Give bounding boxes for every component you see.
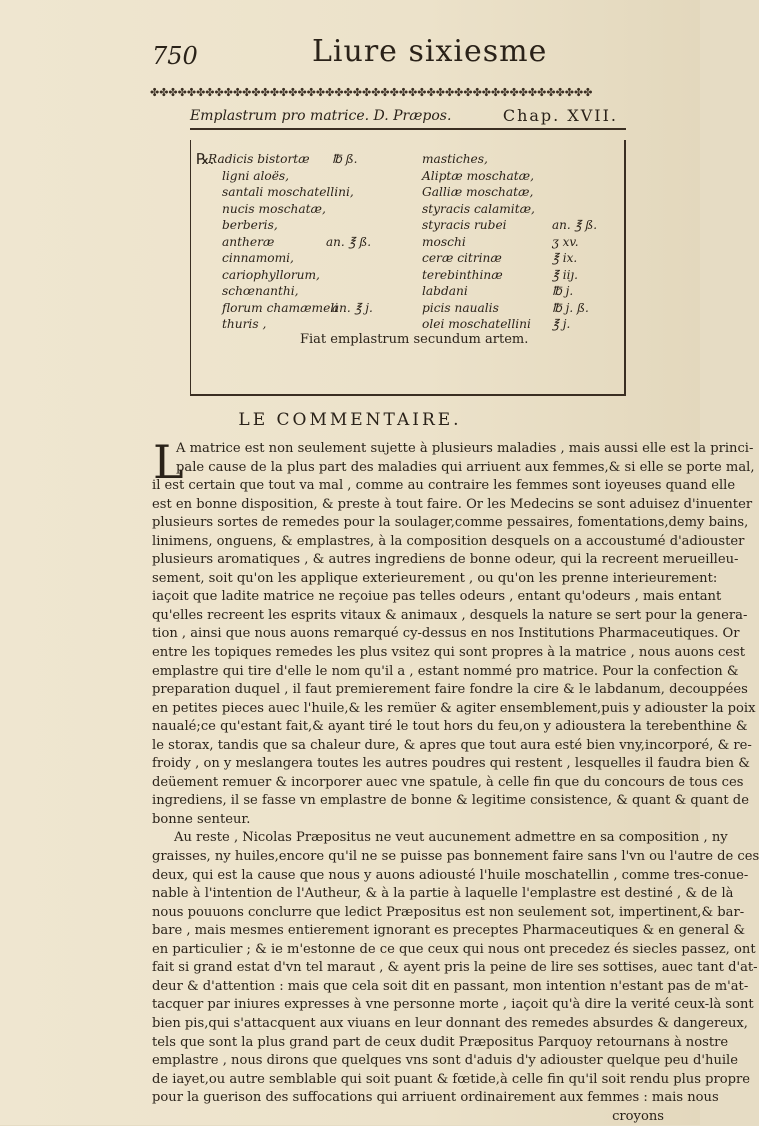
text-line: en petites pieces auec l'huile,& les remüer & agiter ensemblement,puis y adiouster la poix: [152, 700, 756, 716]
ingredient-quantity: an. ℥ j.: [332, 300, 373, 315]
text-line: emplastre qui tire d'elle le nom qu'il a , estant nommé pro matrice. Pour la confection &: [152, 663, 739, 679]
ingredient-quantity: ℥ ix.: [552, 251, 578, 265]
ingredient-quantity: ℔ ß.: [332, 152, 358, 166]
ingredient-quantity: an. ℥ ß.: [326, 234, 372, 249]
text-line: est en bonne disposition, & preste à tout faire. Or les Medecins se sont aduisez d'inuenter: [152, 496, 753, 512]
text-line: bare , mais mesmes entierement ignorant es preceptes Pharmaceutiques & en general &: [152, 923, 745, 939]
ingredient: schœnanthi,: [222, 284, 299, 298]
commentary-text: [152, 435, 759, 1126]
ingredient: Radicis bistortæ: [208, 152, 310, 166]
text-line: deur & d'attention : mais que cela soit dit en passant, mon intention n'estant pas de m'at-: [152, 978, 749, 994]
ingredient-quantity: ʒ xv.: [552, 234, 579, 249]
ingredient: santali moschatellini,: [222, 185, 354, 199]
recipe-instruction: Fiat emplastrum secundum artem.: [300, 332, 529, 347]
ingredient: cariophyllorum,: [222, 267, 320, 282]
text-line: qu'elles recreent les esprits vitaux & animaux , desquels la nature se sert pour la genera-: [152, 607, 748, 623]
drop-capital: L: [153, 435, 184, 489]
commentary-title: LE COMMENTAIRE.: [238, 410, 462, 430]
ingredient: cinnamomi,: [222, 251, 294, 265]
recipe-symbol-icon: ℞.: [196, 150, 215, 168]
text-line: naualé;ce qu'estant fait,& ayant tiré le tout hors du feu,on y adioustera la terebenthine &: [152, 719, 748, 735]
text-line: deüement remuer & incorporer auec vne spatule, à celle fin que du concours de tous ces: [152, 774, 744, 790]
recipe-box-bottom-border: [190, 394, 626, 396]
chapter-heading: [190, 106, 626, 128]
text-line: nable à l'intention de l'Autheur, & à la partie à laquelle l'emplastre est destiné , & de là: [152, 886, 734, 902]
ornamental-rule: ✤✤✤✤✤✤✤✤✤✤✤✤✤✤✤✤✤✤✤✤✤✤✤✤✤✤✤✤✤✤✤✤✤✤✤✤✤✤✤✤✤✤✤✤✤✤✤✤: [150, 86, 593, 99]
text-line: sement, soit qu'on les applique exterieurement , ou qu'on les prenne interieurement:: [152, 570, 718, 586]
text-line: A matrice est non seulement sujette à plusieurs maladies , mais aussi elle est la princi-: [176, 441, 754, 456]
recipe-box-right-border: [624, 140, 626, 394]
text-line: bonne senteur.: [152, 811, 251, 827]
ingredient: antheræ: [222, 234, 275, 249]
ingredient: florum chamæmeli: [222, 300, 339, 315]
text-line: pale cause de la plus part des maladies qui arriuent aux femmes,& si elle se porte mal,: [176, 459, 755, 475]
ingredient: ceræ citrinæ: [422, 251, 502, 265]
ingredient: styracis rubei: [422, 218, 507, 232]
text-line: froidy , on y meslangera toutes les autres poudres qui restent , lesquelles il faudra bien &: [152, 756, 750, 772]
ingredient-quantity: ℥ iiȷ.: [552, 267, 578, 282]
text-line: emplastre , nous dirons que quelques vns sont d'aduis d'y adiouster quelque peu d'huile: [152, 1053, 738, 1069]
ingredient-quantity: an. ℥ ß.: [552, 218, 598, 232]
ingredient: labdani: [422, 284, 468, 298]
ingredient: berberis,: [222, 218, 278, 232]
ingredient: styracis calamitæ,: [422, 201, 535, 216]
recipe-table: [196, 151, 616, 385]
ingredient: ligni aloës,: [222, 168, 290, 183]
ingredient-quantity: ℔ j.: [552, 284, 574, 298]
text-line: deux, qui est la cause que nous y auons adiousté l'huile moschatellin , comme tres-conue-: [152, 867, 749, 883]
ingredient: picis naualis: [422, 300, 499, 315]
text-line: il est certain que tout va mal , comme au contraire les femmes sont ioyeuses quand elle: [152, 478, 736, 494]
ingredient-quantity: ℔ j. ß.: [552, 300, 589, 315]
ingredient: thuris ,: [222, 317, 267, 331]
text-line: tacquer par iniures expresses à vne personne morte , iaçoit qu'à dire la verité ceux-là sont: [152, 997, 754, 1013]
chapter-number: Chap. XVII.: [502, 106, 618, 125]
text-line: iaçoit que ladite matrice ne reçoiue pas telles odeurs , entant qu'odeurs , mais entant: [152, 589, 722, 605]
ingredient: terebinthinæ: [422, 267, 503, 282]
text-line: de iayet,ou autre semblable qui soit puant & fœtide,à celle fin qu'il soit rendu plus propre: [152, 1071, 751, 1087]
ingredient: nucis moschatæ,: [222, 201, 326, 216]
ingredient-quantity: ℥ j.: [552, 317, 571, 331]
recipe-box-left-border: [190, 140, 191, 394]
running-title: Liure sixiesme: [312, 34, 548, 69]
text-line: plusieurs aromatiques , & autres ingrediens de bonne odeur, qui la recreent merueilleu-: [152, 552, 739, 568]
text-line: Au reste , Nicolas Præpositus ne veut aucunement admettre en sa composition , ny: [174, 830, 728, 846]
text-line: pour la guerison des suffocations qui arriuent ordinairement aux femmes : mais nous: [152, 1090, 719, 1106]
text-line: entre les topiques remedes les plus vsitez qui sont propres à la matrice , nous auons cest: [152, 645, 746, 661]
ingredient: mastiches,: [422, 152, 488, 166]
text-line: nous pouuons conclurre que ledict Præpositus est non seulement sot, impertinent,& bar-: [152, 904, 745, 920]
text-line: tels que sont la plus grand part de ceux dudit Præpositus Parquoy retournans à nostre: [152, 1034, 729, 1050]
text-line: plusieurs sortes de remedes pour la soulager,comme pessaires, fomentations,demy bains,: [152, 515, 749, 531]
ingredient: olei moschatellini: [422, 317, 531, 331]
recipe-title: Emplastrum pro matrice. D. Præpos.: [190, 108, 452, 124]
text-line: ingrediens, il se fasse vn emplastre de bonne & legitime consistence, & quant & quant de: [152, 793, 749, 809]
text-line: croyons: [612, 1108, 664, 1124]
text-line: fait si grand estat d'vn tel maraut , & ayent pris la peine de lire ses sottises, auec tant d'at-: [152, 960, 758, 976]
text-line: le storax, tandis que sa chaleur dure, & apres que tout aura esté bien vny,incorporé, & re-: [152, 737, 752, 753]
text-line: graisses, ny huiles,encore qu'il ne se puisse pas bonnement faire sans l'vn ou l'autre de ces: [152, 849, 759, 865]
heading-rule: [190, 128, 626, 130]
page-number: 750: [152, 42, 198, 70]
text-line: tion , ainsi que nous auons remarqué cy-dessus en nos Institutions Pharmaceutiques. Or: [152, 626, 740, 642]
ingredient: Aliptæ moschatæ,: [422, 168, 534, 183]
ingredient: moschi: [422, 234, 466, 249]
text-line: linimens, onguens, & emplastres, à la composition desquels on a accoustumé d'adiouster: [152, 533, 745, 549]
text-line: bien pis,qui s'attacquent aux viuans en leur donnant des remedes absurdes & dangereux,: [152, 1015, 748, 1031]
ingredient: Galliæ moschatæ,: [422, 185, 534, 199]
text-line: en particulier ; & ie m'estonne de ce que ceux qui nous ont precedez és siecles passez, ont: [152, 941, 756, 957]
text-line: preparation duquel , il faut premierement faire fondre la cire & le labdanum, decouppées: [152, 682, 748, 698]
